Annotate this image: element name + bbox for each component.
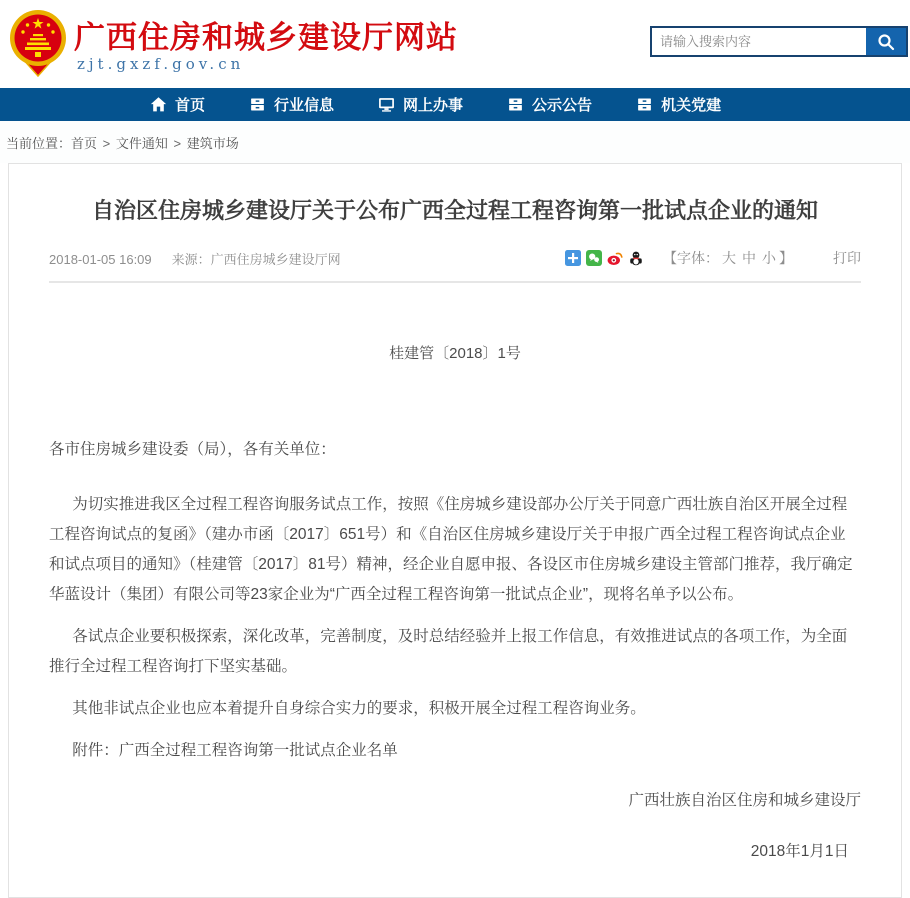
breadcrumb-prefix: 当前位置： [6, 135, 72, 151]
doc-number: 桂建管〔2018〕1号 [389, 345, 521, 362]
search-box [650, 26, 908, 57]
nav-item-industry-info[interactable] [249, 94, 334, 115]
signature: 广西壮族自治区住房和城乡建设厅 [628, 792, 861, 809]
search-button[interactable] [866, 28, 906, 55]
font-size-control [663, 248, 793, 268]
breadcrumb-separator: > [169, 135, 185, 151]
qq-icon[interactable] [628, 250, 644, 266]
archive-icon [507, 96, 524, 113]
print-button[interactable]: 打印 [833, 250, 861, 266]
share-more-icon[interactable] [565, 250, 581, 266]
meta-divider [49, 281, 861, 283]
publish-date: 2018-01-05 16:09 [49, 251, 152, 267]
article-meta-right [565, 248, 861, 268]
paragraph-3: 其他非试点企业也应本着提升自身综合实力的要求，积极开展全过程工程咨询业务。 [72, 700, 646, 717]
salutation: 各市住房城乡建设委（局），各有关单位： [49, 441, 336, 458]
breadcrumb-construction-market[interactable]: 建筑市场 [186, 135, 239, 151]
source-name: 广西住房城乡建设厅网 [210, 251, 341, 267]
source-label: 来源： [171, 251, 211, 267]
breadcrumb-file-notices[interactable]: 文件通知 [115, 135, 168, 151]
article-container [8, 163, 902, 898]
monitor-icon [378, 96, 395, 113]
article-source [172, 252, 341, 267]
font-size-medium[interactable]: 中 [742, 250, 756, 266]
paragraph-2: 各试点企业要积极探索，深化改革，完善制度，及时总结经验并上报工作信息，有效推进试点的各项工作，为全面推行全过程工程咨询打下坚实基础。 [49, 628, 848, 675]
nav-item-announcements[interactable] [507, 94, 592, 115]
attachment-line: 附件：广西全过程工程咨询第一批试点企业名单 [72, 742, 398, 759]
national-emblem-logo[interactable] [8, 8, 68, 78]
article-meta [49, 248, 861, 268]
nav-item-label: 首页 [175, 97, 206, 114]
weibo-icon[interactable] [607, 250, 623, 266]
site-header [0, 0, 910, 88]
main-nav [0, 88, 910, 121]
nav-item-label: 公示公告 [532, 97, 593, 114]
breadcrumb-bar [0, 121, 910, 163]
font-size-large[interactable]: 大 [722, 250, 736, 266]
site-title[interactable]: 广西住房和城乡建设厅网站 [74, 20, 458, 55]
national-emblem-icon [8, 8, 68, 78]
wechat-icon[interactable] [586, 250, 602, 266]
nav-item-online-services[interactable] [378, 94, 463, 115]
archive-icon [636, 96, 653, 113]
font-label-open: 【字体： [663, 250, 719, 266]
nav-item-home[interactable] [150, 94, 205, 115]
signature-date: 2018年1月1日 [750, 843, 849, 860]
site-url: zjt.gxzf.gov.cn [77, 55, 245, 73]
breadcrumb-separator: > [99, 135, 114, 151]
breadcrumb-home[interactable]: 首页 [71, 135, 98, 151]
home-icon [150, 96, 167, 113]
nav-item-label: 机关党建 [661, 97, 722, 114]
nav-item-label: 行业信息 [274, 97, 335, 114]
article-meta-left [49, 249, 341, 268]
nav-item-party-building[interactable] [636, 94, 721, 115]
paragraph-1: 为切实推进我区全过程工程咨询服务试点工作，按照《住房城乡建设部办公厅关于同意广西壮族自治区开展全过程工程咨询试点的复函》（建办市函〔2017〕651号）和《自治区住房城乡建设厅关于申报广西全过程工程咨询试点企业和试点项目的通知》（桂建管〔2017〕81号）精神，经企业自愿申报、各设区市住房城乡建设主管部门推荐，我厅确定华蓝设计（集团）有限公司等23家企业为“广西全过程工程咨询第一批试点企业”，现将名单予以公布。 [49, 496, 853, 603]
nav-item-label: 网上办事 [403, 97, 464, 114]
archive-icon [249, 96, 266, 113]
search-icon [877, 33, 895, 51]
breadcrumb [0, 133, 239, 152]
article-title: 自治区住房城乡建设厅关于公布广西全过程工程咨询第一批试点企业的通知 [91, 198, 818, 223]
search-input[interactable] [652, 28, 866, 55]
font-size-small[interactable]: 小 [762, 250, 776, 266]
font-label-close: 】 [779, 250, 793, 266]
